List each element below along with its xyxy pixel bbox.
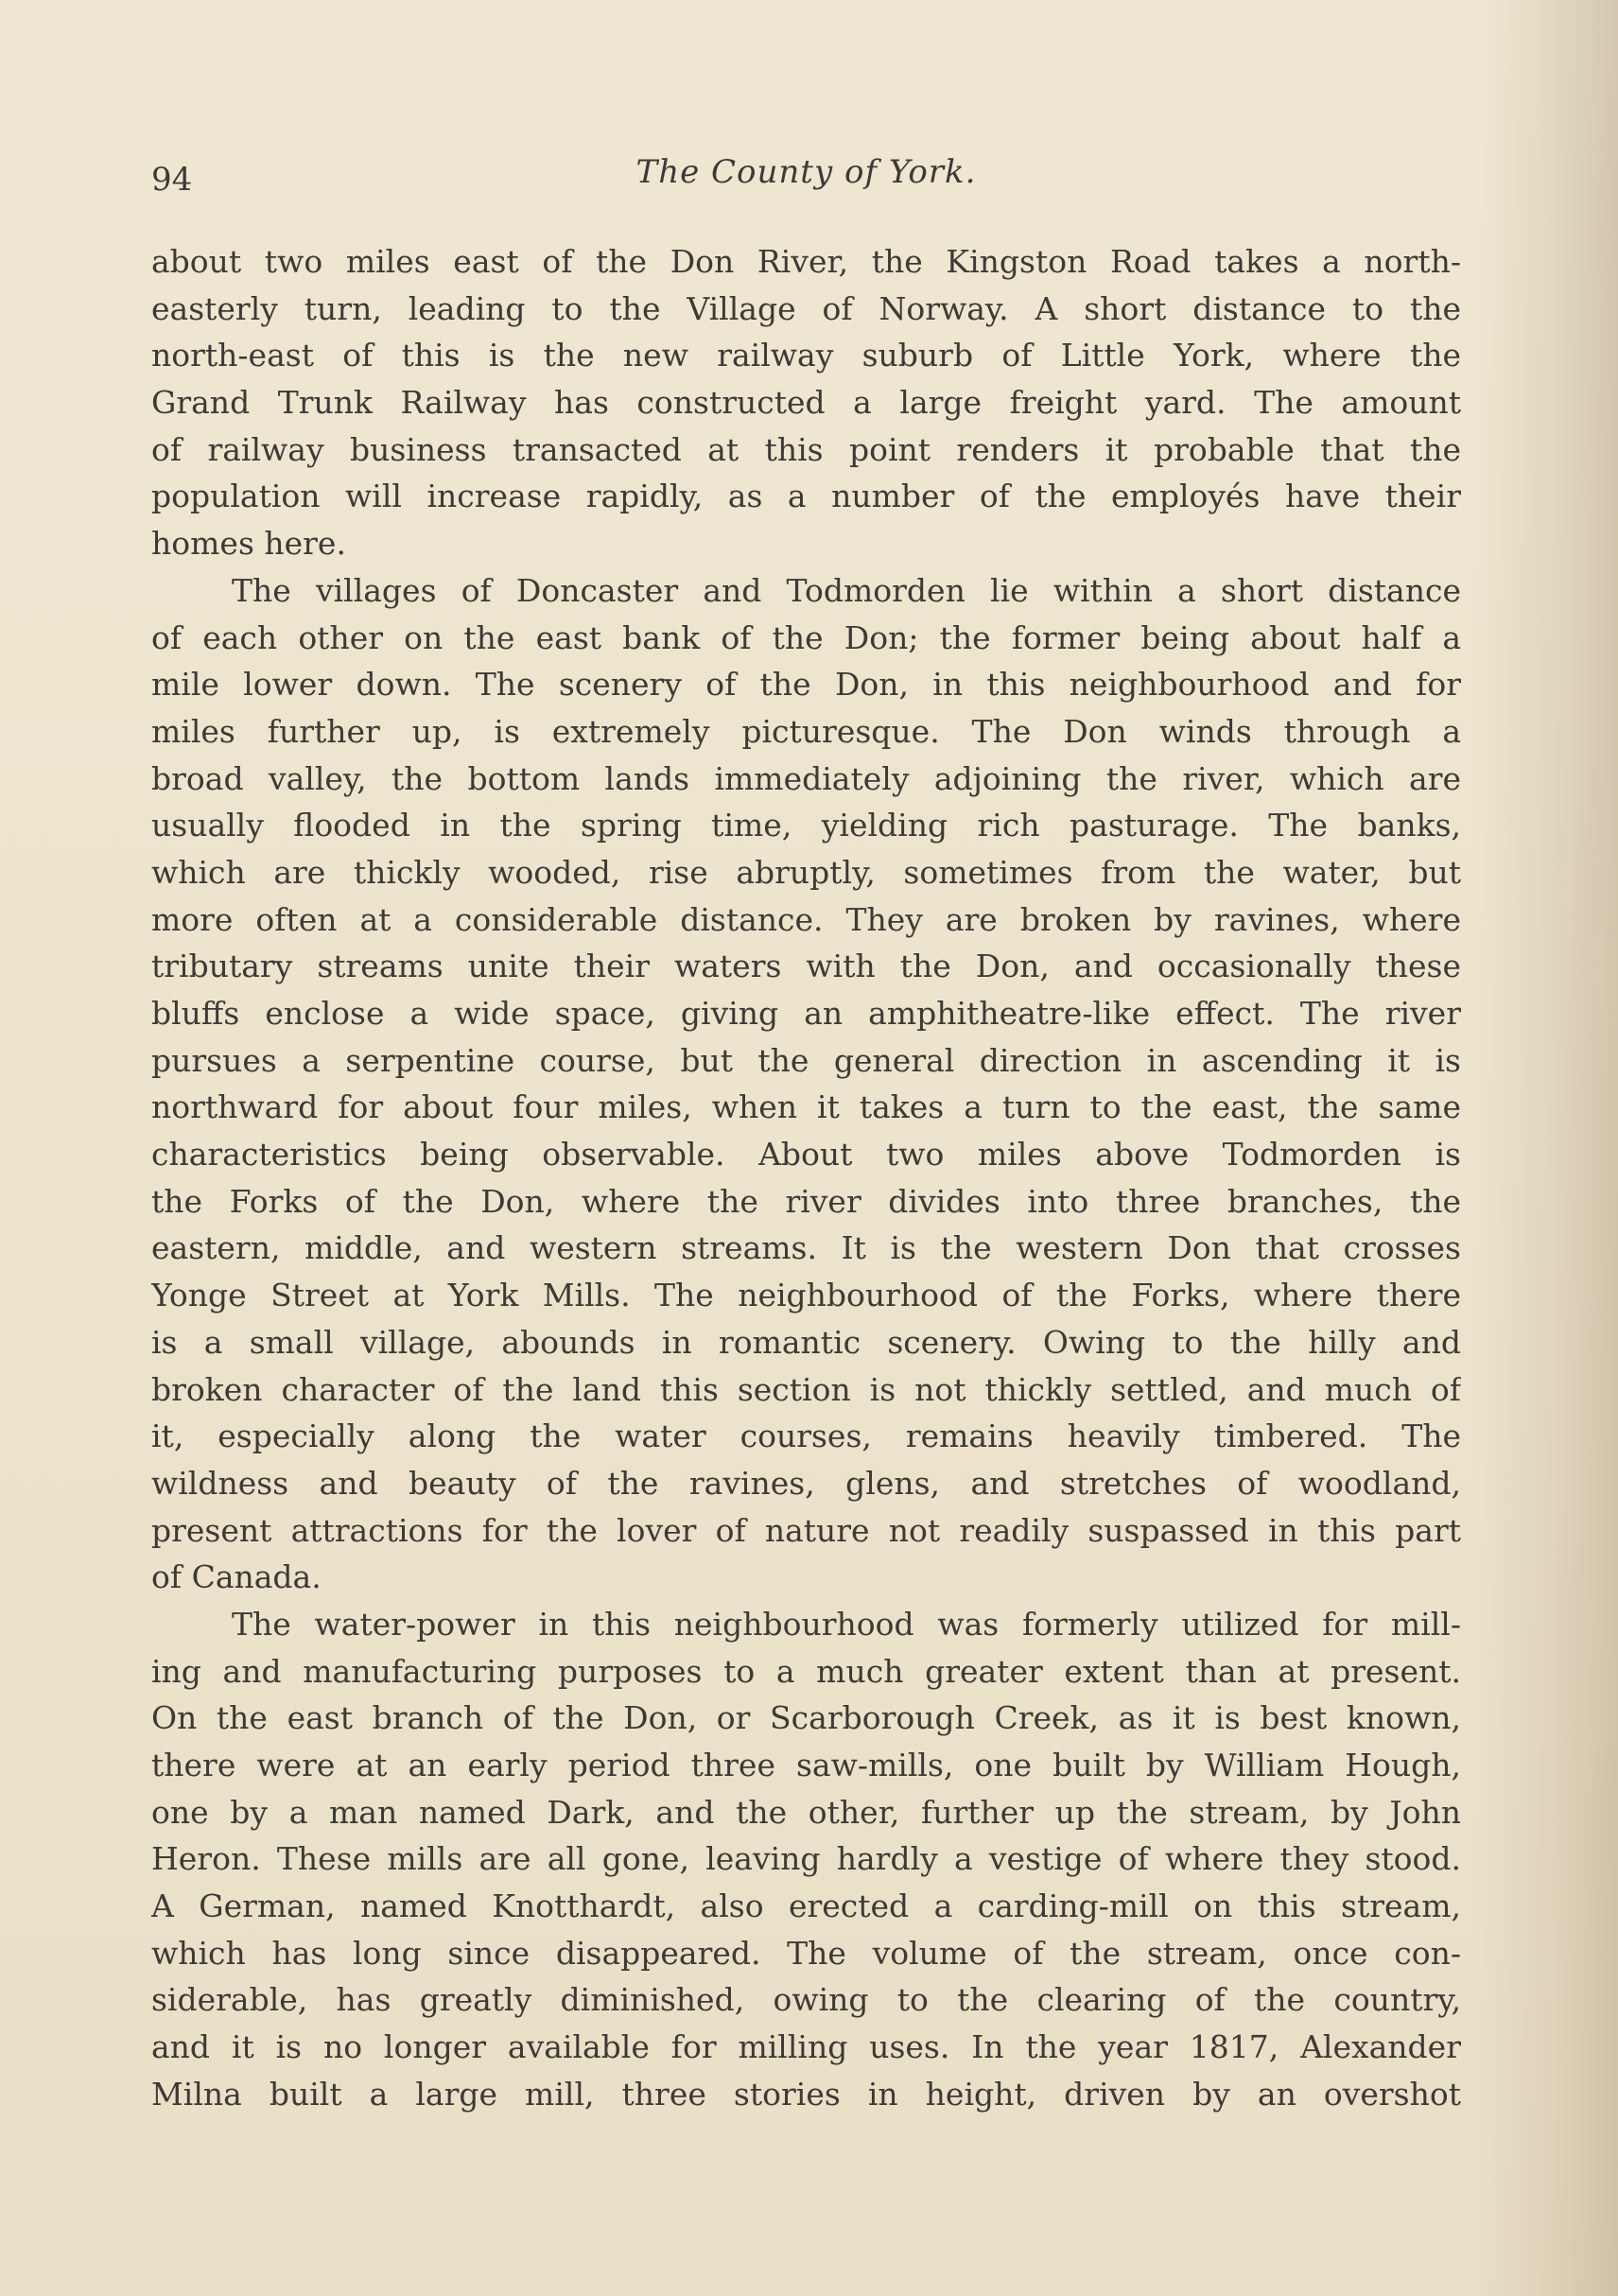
- page-number: 94: [151, 161, 193, 199]
- text-line: easterly turn, leading to the Village of Norway. A short distance to the: [151, 289, 1461, 327]
- text-line: the Forks of the Don, where the river divides into three branches, the: [151, 1182, 1461, 1220]
- paragraph-2: [151, 567, 1461, 1601]
- text-line: ing and manufacturing purposes to a much greater extent than at present.: [151, 1652, 1461, 1690]
- text-line: north-east of this is the new railway suburb of Little York, where the: [151, 337, 1461, 374]
- text-line: tributary streams unite their waters with the Don, and occasionally these: [151, 948, 1461, 985]
- text-line: miles further up, is extremely picturesque. The Don winds through a: [151, 712, 1461, 750]
- text-line: Heron. These mills are all gone, leaving hardly a vestige of where they stood.: [151, 1840, 1461, 1878]
- text-line: Grand Trunk Railway has constructed a large freight yard. The amount: [151, 384, 1461, 422]
- text-line: which are thickly wooded, rise abruptly, sometimes from the water, but: [151, 853, 1461, 891]
- text-line: broad valley, the bottom lands immediately adjoining the river, which are: [151, 759, 1461, 797]
- text-line: mile lower down. The scenery of the Don, in this neighbourhood and for: [151, 666, 1461, 704]
- text-line: eastern, middle, and western streams. It is the western Don that crosses: [151, 1229, 1461, 1267]
- text-line: it, especially along the water courses, remains heavily timbered. The: [151, 1418, 1461, 1455]
- text-line: population will increase rapidly, as a number of the employés have their: [151, 478, 1461, 515]
- text-line: homes here.: [151, 525, 346, 563]
- text-line: northward for about four miles, when it takes a turn to the east, the same: [151, 1088, 1461, 1126]
- text-line: wildness and beauty of the ravines, glens, and stretches of woodland,: [151, 1464, 1461, 1502]
- text-line: usually flooded in the spring time, yielding rich pasturage. The banks,: [151, 807, 1461, 844]
- paragraph-1: [151, 238, 1461, 567]
- text-line: is a small village, abounds in romantic scenery. Owing to the hilly and: [151, 1323, 1461, 1361]
- text-line: one by a man named Dark, and the other, further up the stream, by John: [151, 1793, 1461, 1831]
- text-line: broken character of the land this section is not thickly settled, and much of: [151, 1370, 1461, 1408]
- running-title: The County of York.: [635, 153, 977, 191]
- body-text: [151, 238, 1461, 2118]
- text-line: On the east branch of the Don, or Scarborough Creek, as it is best known,: [151, 1699, 1461, 1737]
- text-line: of Canada.: [151, 1558, 322, 1596]
- text-line: characteristics being observable. About two miles above Todmorden is: [151, 1136, 1461, 1174]
- text-line: there were at an early period three saw-mills, one built by William Hough,: [151, 1747, 1461, 1783]
- text-line: siderable, has greatly diminished, owing to the clearing of the country,: [151, 1981, 1461, 2019]
- text-line: present attractions for the lover of nature not readily suspassed in this part: [151, 1511, 1461, 1549]
- paragraph-3: [151, 1601, 1461, 2118]
- text-line: Milna built a large mill, three stories in height, driven by an overshot: [151, 2075, 1461, 2113]
- text-line: A German, named Knotthardt, also erected a carding-mill on this stream,: [151, 1887, 1461, 1925]
- text-line: more often at a considerable distance. They are broken by ravines, where: [151, 900, 1461, 938]
- text-line: bluffs enclose a wide space, giving an amphitheatre-like effect. The river: [151, 995, 1461, 1032]
- text-line: of railway business transacted at this point renders it probable that the: [151, 430, 1461, 468]
- text-line: which has long since disappeared. The volume of the stream, once con-: [151, 1934, 1461, 1972]
- text-line: and it is no longer available for milling uses. In the year 1817, Alexander: [151, 2028, 1461, 2066]
- text-line: Yonge Street at York Mills. The neighbourhood of the Forks, where there: [151, 1277, 1461, 1314]
- text-line: of each other on the east bank of the Don; the former being about half a: [151, 618, 1461, 656]
- text-line: The villages of Doncaster and Todmorden lie within a short distance: [232, 571, 1461, 609]
- text-line: about two miles east of the Don River, the Kingston Road takes a north-: [151, 243, 1461, 280]
- text-line: pursues a serpentine course, but the general direction in ascending it is: [151, 1041, 1461, 1079]
- running-head: [151, 151, 1461, 208]
- text-line: The water-power in this neighbourhood was formerly utilized for mill-: [232, 1605, 1461, 1643]
